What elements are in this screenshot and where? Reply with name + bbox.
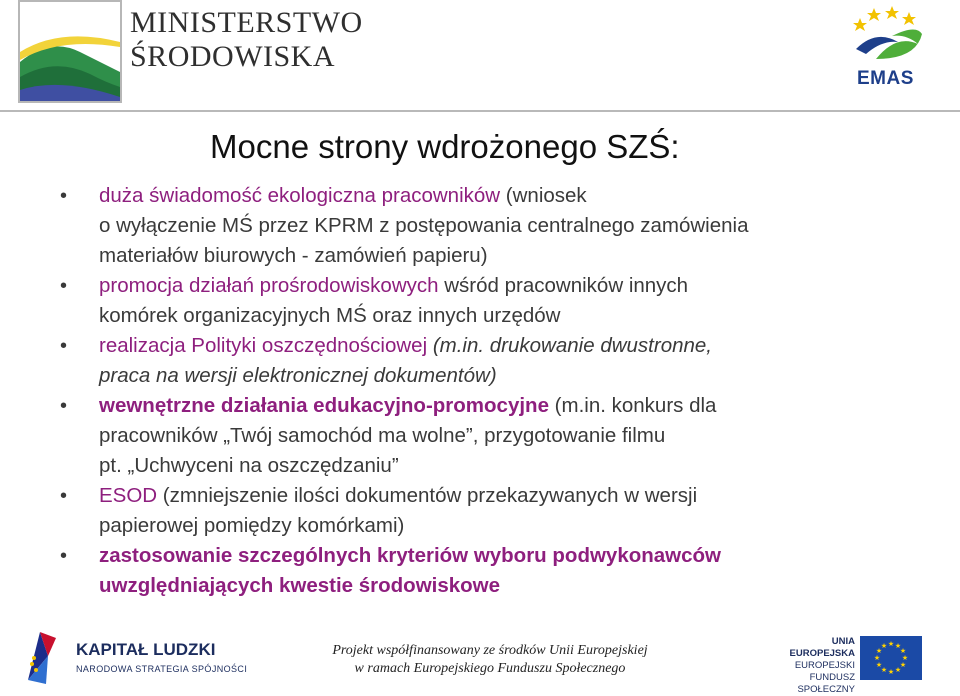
item-text: (m.in. konkurs dla [548, 394, 717, 417]
svg-text:★: ★ [887, 668, 895, 676]
emas-emblem-icon [846, 4, 926, 66]
item-text: (m.in. drukowanie dwustronne, [427, 334, 712, 357]
svg-text:★: ★ [901, 654, 909, 662]
svg-text:★: ★ [875, 647, 883, 655]
item-text: (wniosek [500, 184, 587, 207]
item-text: papierowej pomiędzy komórkami) [99, 514, 405, 537]
list-item [60, 541, 940, 601]
eu-line1: UNIA EUROPEJSKA [789, 636, 855, 659]
landscape-icon [20, 2, 120, 101]
strengths-list [60, 181, 940, 601]
bullet-icon: • [60, 185, 68, 207]
eu-line3: FUNDUSZ SPOŁECZNY [797, 672, 855, 695]
kapital-ludzki-logo [26, 628, 246, 686]
eu-line2: EUROPEJSKI [794, 660, 855, 671]
list-item [60, 481, 940, 541]
bullet-icon: • [60, 275, 68, 297]
project-note-line1: Projekt współfinansowany ze środków Unii Europejskiej [332, 643, 648, 658]
eu-stars-icon [860, 636, 922, 680]
svg-text:★: ★ [873, 654, 881, 662]
svg-text:★: ★ [894, 642, 902, 650]
ministry-name-line2: ŚRODOWISKA [130, 40, 336, 73]
item-highlight: uwzględniających kwestie środowiskowe [99, 574, 501, 597]
bullet-icon: • [60, 335, 68, 357]
list-item [60, 391, 940, 481]
kapital-ludzki-emblem-icon [26, 628, 70, 686]
item-text: wśród pracowników innych [438, 274, 689, 297]
item-text: (zmniejszenie ilości dokumentów przekazywanych w wersji [157, 484, 698, 507]
project-note-line2: w ramach Europejskiego Funduszu Społecznego [354, 661, 626, 676]
svg-text:★: ★ [899, 647, 907, 655]
svg-text:★: ★ [899, 661, 907, 669]
ministry-logo [18, 0, 363, 105]
project-note [300, 642, 680, 678]
svg-text:★: ★ [894, 666, 902, 674]
eu-flag-icon [860, 636, 922, 680]
eu-text [770, 636, 855, 696]
ministry-name-line1: MINISTERSTWO [130, 6, 363, 39]
list-item [60, 331, 940, 391]
item-text: pt. „Uchwyceni na oszczędzaniu” [99, 454, 399, 477]
bullet-icon: • [60, 395, 68, 417]
svg-text:★: ★ [887, 640, 895, 648]
item-highlight: duża świadomość ekologiczna pracowników [99, 184, 501, 207]
bullet-icon: • [60, 485, 68, 507]
svg-text:★: ★ [880, 642, 888, 650]
eu-logo [770, 634, 950, 695]
header-divider [0, 110, 960, 112]
item-highlight: zastosowanie szczególnych kryteriów wyboru podwykonawców [99, 544, 721, 567]
footer [0, 620, 960, 695]
item-text: o wyłączenie MŚ przez KPRM z postępowania centralnego zamówienia [99, 214, 749, 237]
item-highlight: realizacja Polityki oszczędnościowej [99, 334, 428, 357]
item-text: praca na wersji elektronicznej dokumentów) [99, 364, 497, 387]
svg-text:★: ★ [875, 661, 883, 669]
list-item [60, 271, 940, 331]
ministry-name [130, 6, 363, 74]
item-text: materiałów biurowych - zamówień papieru) [99, 244, 488, 267]
item-highlight: ESOD [99, 484, 158, 507]
ministry-emblem [18, 0, 122, 103]
kapital-ludzki-title: KAPITAŁ LUDZKI [76, 640, 216, 659]
item-highlight: promocja działań prośrodowiskowych [99, 274, 439, 297]
svg-text:★: ★ [880, 666, 888, 674]
page-title: Mocne strony wdrożonego SZŚ: [210, 128, 680, 165]
bullet-icon: • [60, 545, 68, 567]
kapital-ludzki-subtitle: NARODOWA STRATEGIA SPÓJNOŚCI [76, 664, 248, 674]
emas-label: EMAS [857, 68, 914, 89]
emas-logo [846, 4, 926, 89]
item-highlight: wewnętrzne działania edukacyjno-promocyjne [99, 394, 549, 417]
list-item [60, 181, 940, 271]
item-text: komórek organizacyjnych MŚ oraz innych urzędów [99, 304, 561, 327]
item-text: pracowników „Twój samochód ma wolne”, przygotowanie filmu [99, 424, 666, 447]
